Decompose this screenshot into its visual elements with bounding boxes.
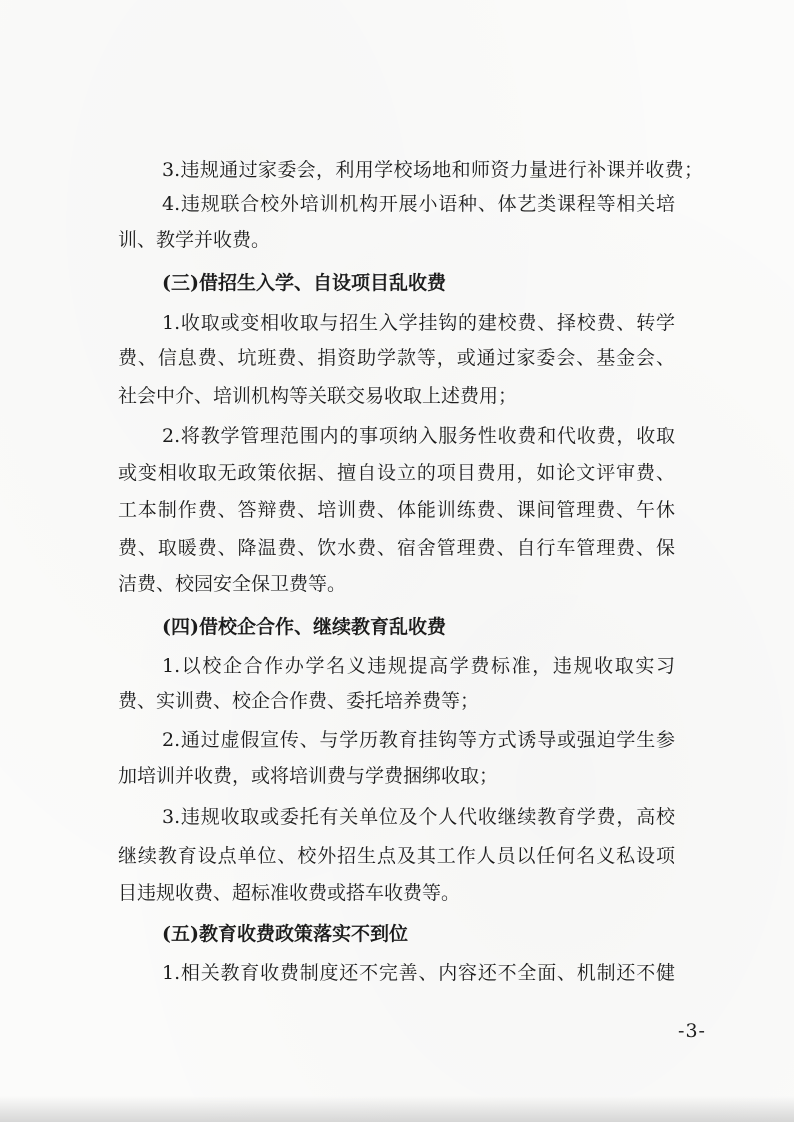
text-line: 加培训并收费，或将培训费与学费捆绑收取； (118, 765, 499, 787)
text-line: 费、取暖费、降温费、饮水费、宿舍管理费、自行车管理费、保 (118, 537, 675, 559)
text-line: 洁费、校园安全保卫费等。 (118, 573, 347, 595)
section-heading: (四)借校企合作、继续教育乱收费 (162, 616, 446, 638)
section-heading: (五)教育收费政策落实不到位 (162, 923, 408, 945)
page-number: -3- (678, 1020, 706, 1042)
text-line: 继续教育设点单位、校外招生点及其工作人员以任何名义私设项 (118, 845, 675, 867)
text-line: 费、信息费、坑班费、捐资助学款等，或通过家委会、基金会、 (118, 347, 675, 369)
text-line: 4.违规联合校外培训机构开展小语种、体艺类课程等相关培 (162, 193, 675, 215)
text-line: 3.违规收取或委托有关单位及个人代收继续教育学费，高校 (162, 806, 675, 828)
text-line: 或变相收取无政策依据、擅自设立的项目费用，如论文评审费、 (118, 462, 675, 484)
text-line: 2.通过虚假宣传、与学历教育挂钩等方式诱导或强迫学生参 (162, 729, 675, 751)
text-line: 工本制作费、答辩费、培训费、体能训练费、课间管理费、午休 (118, 499, 675, 521)
text-line: 1.以校企合作办学名义违规提高学费标准，违规收取实习 (162, 655, 675, 677)
text-line: 社会中介、培训机构等关联交易收取上述费用； (118, 385, 518, 407)
text-line: 1.相关教育收费制度还不完善、内容还不全面、机制还不健 (162, 962, 675, 984)
scan-edge-shadow (0, 1096, 794, 1122)
text-line: 目违规收费、超标准收费或搭车收费等。 (118, 882, 461, 904)
section-heading: (三)借招生入学、自设项目乱收费 (162, 272, 446, 294)
text-line: 2.将教学管理范围内的事项纳入服务性收费和代收费，收取 (162, 425, 675, 447)
text-line: 费、实训费、校企合作费、委托培养费等； (118, 690, 480, 712)
text-line: 1.收取或变相收取与招生入学挂钩的建校费、择校费、转学 (162, 312, 675, 334)
text-line: 3.违规通过家委会，利用学校场地和师资力量进行补课并收费； (162, 159, 703, 181)
text-line: 训、教学并收费。 (118, 229, 271, 251)
